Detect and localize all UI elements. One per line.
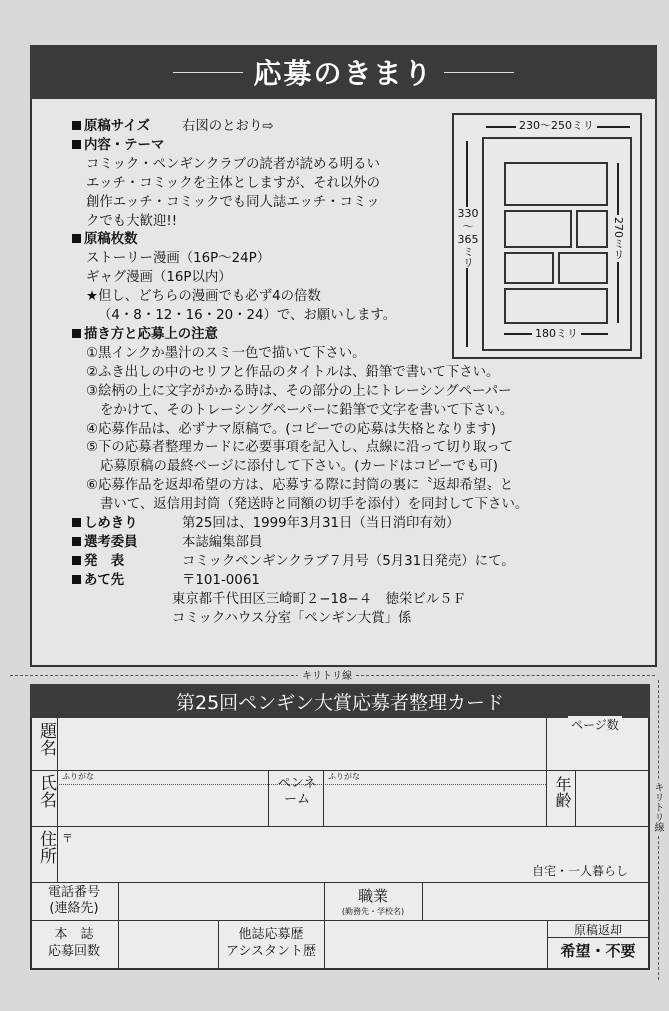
rule-text: ギャグ漫画（16P以内）: [86, 270, 232, 286]
rule-text: ④応募作品は、必ずナマ原稿で。(コピーでの応募は失格となります): [86, 421, 496, 437]
bullet-square-icon: [72, 121, 81, 130]
name-label: 氏名: [36, 774, 56, 808]
address-label: 住所: [36, 830, 56, 864]
bullet-square-icon: [72, 518, 81, 527]
comic-panel-3: [576, 210, 608, 248]
other-label-box: [218, 920, 324, 968]
job-label: 職業: [357, 887, 388, 905]
title-label: 題名: [36, 722, 56, 756]
penname-furigana: ふりがな: [328, 772, 360, 781]
rule-text: 創作エッチ・コミックでも同人誌エッチ・コミッ: [86, 194, 380, 210]
rule-value: 本誌編集部員: [182, 534, 263, 550]
rule-value: コミックペンギンクラブ７月号（5月31日発売）にて。: [182, 553, 515, 569]
rule-text: 応募原稿の最終ページに添付して下さい。(カードはコピーでも可): [100, 459, 498, 475]
rules-header: [30, 45, 657, 99]
phone-field[interactable]: [119, 883, 324, 919]
rule-text: 書いて、返信用封筒（発送時と同額の切手を添付）を同封して下さい。: [100, 497, 529, 513]
width-label: 230〜250ミリ: [516, 117, 597, 133]
penname-divider-left: [268, 770, 269, 826]
height-label-tilde: 〜: [462, 220, 474, 233]
size-diagram: [452, 113, 642, 359]
rule-text: （4・8・12・16・20・24）で、お願いします。: [98, 308, 397, 324]
penname-field[interactable]: [324, 786, 546, 824]
header-rule-left: [173, 72, 243, 73]
height-label: [455, 207, 481, 268]
bullet-square-icon: [72, 537, 81, 546]
rule-text: ⑤下の応募者整理カードに必要事項を記入し、点線に沿って切り取って: [86, 440, 514, 456]
rule-label: 発 表: [84, 553, 125, 569]
postal-mark: 〒: [62, 832, 73, 845]
rule-heading-row: [72, 553, 612, 572]
rule-text: ②ふき出しの中のセリフと作品のタイトルは、鉛筆で書いて下さい。: [86, 364, 500, 380]
height-label-top: 330: [457, 207, 479, 220]
rule-text: コミック・ペンギンクラブの読者が読める明るい: [86, 156, 380, 172]
header-rule-right: [444, 72, 514, 73]
rule-text: ⑥応募作品を返却希望の方は、応募する際に封筒の裏に〝返却希望〟と: [86, 478, 514, 494]
rule-label: 内容・テーマ: [84, 137, 165, 153]
other-label-2: アシスタント歴: [225, 944, 317, 959]
rule-heading-row: [72, 515, 612, 534]
comic-panel-6: [504, 288, 608, 324]
rule-value: 〒101-0061: [182, 572, 260, 588]
age-field[interactable]: [576, 772, 648, 824]
bullet-square-icon: [72, 575, 81, 584]
entry-card-header: [30, 684, 650, 718]
phone-sublabel: (連絡先): [49, 901, 99, 916]
inner-width-label: 180ミリ: [532, 325, 581, 341]
rule-text-row: [72, 383, 612, 402]
bullet-square-icon: [72, 140, 81, 149]
rule-text: エッチ・コミックを主体としますが、それ以外の: [86, 175, 381, 191]
magazine-label-1: 本 誌: [54, 927, 94, 942]
other-field[interactable]: [325, 921, 547, 967]
cut-line-label: キリトリ線: [298, 667, 356, 682]
living-status[interactable]: 自宅・一人暮らし: [532, 864, 629, 878]
page-count-label: ページ数: [568, 716, 622, 733]
phone-label: 電話番号: [47, 885, 100, 900]
rule-text: 東京都千代田区三崎町２−18−４ 徳栄ビル５Ｆ: [172, 591, 466, 607]
phone-label-box: [30, 882, 118, 920]
rule-text: ★但し、どちらの漫画でも必ず4の倍数: [86, 289, 321, 305]
job-label-box: [324, 882, 422, 920]
rule-label: 原稿枚数: [84, 232, 138, 248]
height-label-unit: ミリ: [461, 246, 475, 268]
rule-text-row: [72, 591, 612, 610]
magazine-label-box: [30, 920, 118, 968]
rule-text: ①黒インクか墨汁のスミ一色で描いて下さい。: [86, 345, 366, 361]
entry-card-title: 第25回ペンギン大賞応募者整理カード: [176, 691, 504, 714]
rule-text-row: [72, 402, 612, 421]
rule-text: コミックハウス分室「ペンギン大賞」係: [172, 610, 412, 626]
rule-text-row: [72, 364, 612, 383]
title-field[interactable]: [58, 719, 546, 769]
job-field[interactable]: [423, 883, 648, 919]
comic-panel-2: [504, 210, 572, 248]
rule-text-row: [72, 610, 612, 629]
rule-text-row: [72, 439, 612, 458]
rule-text-row: [72, 458, 612, 477]
address-field[interactable]: [58, 844, 528, 880]
age-label: 年齢: [553, 776, 572, 808]
job-sublabel: (勤務先・学校名): [341, 907, 405, 916]
rule-text-row: [72, 421, 612, 440]
rule-text: ストーリー漫画（16P〜24P）: [86, 251, 271, 267]
rule-label: 原稿サイズ: [84, 119, 150, 134]
comic-panel-1: [504, 162, 608, 206]
rule-text-row: [72, 496, 612, 515]
rule-label: 選考委員: [84, 534, 138, 550]
comic-panel-4: [504, 252, 554, 284]
rule-text: をかけて、そのトレーシングペーパーに鉛筆で文字を書いて下さい。: [100, 402, 514, 418]
side-cut-line-label: キリトリ線: [652, 782, 663, 832]
rule-value: 第25回は、1999年3月31日（当日消印有効）: [182, 516, 460, 532]
page-count-divider: [546, 718, 547, 770]
rule-text: ③絵柄の上に文字がかかる時は、その部分の上にトレーシングペーパー: [86, 383, 512, 399]
bullet-square-icon: [72, 329, 81, 338]
rule-label: 描き方と応募上の注意: [84, 326, 218, 342]
rule-value: 右図のとおり⇨: [182, 119, 274, 134]
inner-height-label: 270ミリ: [612, 217, 625, 260]
page-count-field[interactable]: [548, 732, 648, 768]
name-furigana: ふりがな: [62, 772, 94, 781]
rule-heading-row: [72, 534, 612, 553]
bullet-square-icon: [72, 234, 81, 243]
rule-text: クでも大歓迎!!: [86, 213, 178, 229]
return-label: 原稿返却: [548, 921, 648, 938]
height-label-bottom: 365: [457, 233, 479, 246]
rule-label: あて先: [84, 572, 125, 588]
magazine-label-2: 応募回数: [47, 944, 100, 959]
comic-panel-5: [558, 252, 608, 284]
page-title: 応募のきまり: [253, 57, 434, 90]
name-field[interactable]: [58, 786, 268, 824]
age-divider: [546, 770, 547, 826]
magazine-field[interactable]: [119, 921, 218, 967]
return-choice[interactable]: 希望・不要: [560, 942, 636, 960]
rule-text-row: [72, 477, 612, 496]
penname-label: ペンネーム: [277, 776, 317, 807]
bullet-square-icon: [72, 556, 81, 565]
rule-heading-row: [72, 572, 612, 591]
rule-label: しめきり: [84, 516, 138, 532]
other-label-1: 他誌応募歴: [238, 927, 304, 942]
